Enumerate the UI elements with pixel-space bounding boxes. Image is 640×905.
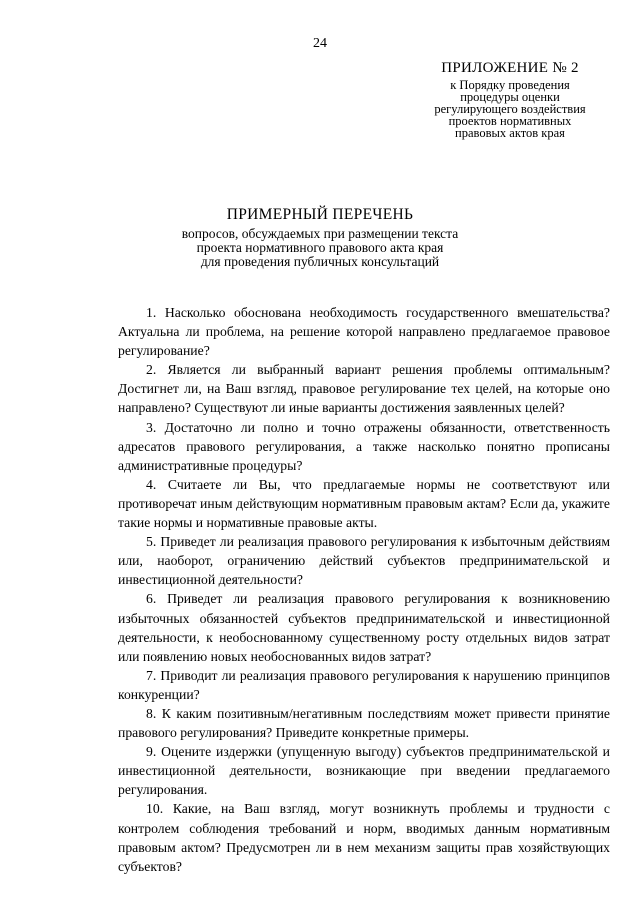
- question-item: 8. К каким позитивным/негативным последствиям может привести принятие правового регулирования? Приведите конкретные примеры.: [118, 705, 610, 741]
- appendix-line: правовых актов края: [455, 126, 565, 140]
- page-number: 24: [313, 36, 327, 51]
- questions-list: [118, 303, 610, 876]
- question-item: 1. Насколько обоснована необходимость государственного вмешательства? Актуальна ли проблема, на решение которой направлено предлагаемое правовое регулирование?: [118, 305, 610, 359]
- question-item: 4. Считаете ли Вы, что предлагаемые нормы не соответствуют или противоречат иным действующим нормативным правовым актам? Если да, укажите такие нормы и нормативные правовые акты.: [118, 476, 610, 531]
- appendix-line: проектов нормативных: [448, 114, 572, 128]
- question-item: 7. Приводит ли реализация правового регулирования к нарушению принципов конкуренции?: [118, 667, 610, 702]
- subtitle-line: проекта нормативного правового акта края: [196, 240, 444, 255]
- document-title: ПРИМЕРНЫЙ ПЕРЕЧЕНЬ: [226, 206, 414, 223]
- appendix-line: процедуры оценки: [460, 90, 560, 104]
- appendix-title: ПРИЛОЖЕНИЕ № 2: [441, 60, 579, 76]
- document-subtitle: [0, 227, 640, 269]
- question-item: 6. Приведет ли реализация правового регулирования к возникновению избыточных обязанностей субъектов предпринимательской и инвестиционной деятельности, к необоснованному существенному росту отдельных видов затрат или появлению новых необоснованных видов затрат?: [118, 591, 610, 664]
- question-item: 9. Оцените издержки (упущенную выгоду) субъектов предпринимательской и инвестиционной деятельности, возникающие при введении предлагаемого регулирования.: [118, 744, 610, 798]
- question-item: 2. Является ли выбранный вариант решения проблемы оптимальным? Достигнет ли, на Ваш взгляд, правовое регулирование тех целей, на которые оно направлено? Существуют ли иные варианты достижения заявленных целей?: [118, 362, 610, 416]
- question-item: 5. Приведет ли реализация правового регулирования к избыточным действиям или, наоборот, ограничению действий субъектов предпринимательской и инвестиционной деятельности?: [118, 534, 610, 588]
- question-item: 3. Достаточно ли полно и точно отражены обязанности, ответственность адресатов правового регулирования, а также насколько понятно прописаны административные процедуры?: [118, 419, 610, 473]
- appendix-block: [405, 60, 615, 139]
- appendix-line: регулирующего воздействия: [434, 102, 586, 116]
- appendix-line: к Порядку проведения: [450, 78, 570, 92]
- subtitle-line: для проведения публичных консультаций: [200, 254, 440, 269]
- subtitle-line: вопросов, обсуждаемых при размещении текста: [181, 226, 459, 241]
- question-item: 10. Какие, на Ваш взгляд, могут возникнуть проблемы и трудности с контролем соблюдения требований и норм, вводимых данным нормативным правовым актом? Предусмотрен ли в нем механизм защиты прав хозяйствующих субъектов?: [118, 801, 610, 874]
